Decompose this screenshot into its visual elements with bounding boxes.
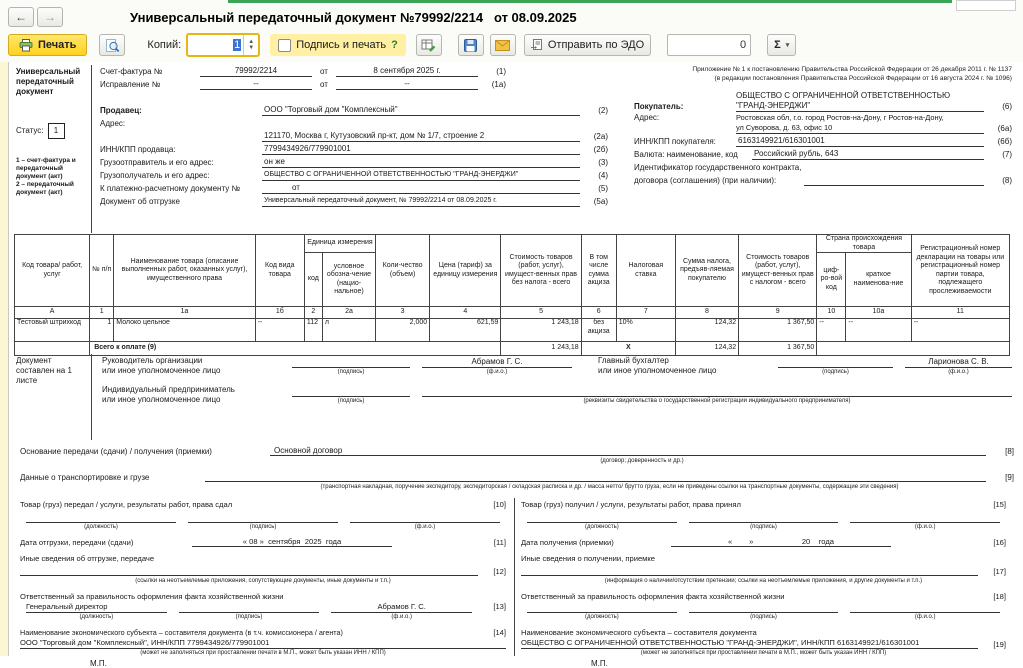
total-gross: 1 367,50 [739, 342, 817, 356]
counter-value: 0 [740, 39, 747, 51]
left-stamp-placeholder: М.П. [90, 659, 107, 668]
ship-date-value: « 08 » сентября 2025 года [192, 537, 392, 547]
receive-date-label: Дата получения (приемки) [521, 538, 614, 547]
accountant-label-line2: или иное уполномоченное лицо [598, 366, 717, 375]
invoice-number-row [100, 65, 608, 77]
left-responsible-ref: [13] [493, 602, 507, 611]
correction-date-value: -- [336, 79, 478, 90]
page-title: Универсальный передаточный документ №79992/2214 от 08.09.2025 [130, 9, 577, 25]
made-on-note: Документ составлен на 1 листе [12, 354, 92, 440]
spinner-up-icon[interactable]: ▲ [248, 39, 255, 45]
appendix-note [634, 65, 1012, 83]
correction-label: Исправление № [100, 80, 161, 89]
ip-signature-field: (подпись) [292, 386, 410, 405]
back-button[interactable]: ← [8, 7, 34, 27]
status-note-line1: 1 – счет-фактура и передаточный документ (акт) [16, 157, 76, 180]
copies-label: Копий: [147, 39, 182, 51]
header-declaration-number: Регистрационный номер декларации на товары или регистрационный номер партии товара, подлежащего прослеживаемости [911, 235, 1009, 307]
header-unit-code: код [304, 253, 322, 307]
buyer-inn-ref: (6б) [997, 137, 1012, 146]
buyer-address-label: Адрес: [634, 113, 660, 122]
header-product-type-code: Код вида товара [255, 235, 304, 307]
seller-address-value: 121170, Москва г, Кутузовский пр-кт, дом № 1/7, строение 2 [262, 131, 580, 142]
head-label-line2: или иное уполномоченное лицо [102, 366, 221, 375]
basis-ref: [8] [1005, 447, 1014, 456]
currency-ref: (7) [1002, 150, 1012, 159]
status-value-box: 1 [48, 123, 65, 139]
basis-value: Основной договор [270, 446, 986, 456]
header-country-code: циф-ро-вой код [817, 253, 846, 307]
checkbox-box[interactable] [278, 39, 291, 52]
email-button[interactable] [490, 34, 516, 56]
head-label-line1: Руководитель организации [102, 356, 203, 365]
invoice-ref: (1) [496, 67, 506, 76]
printer-icon [19, 39, 33, 52]
other-ship-ref: [12] [493, 567, 506, 576]
seller-inn-ref: (2б) [593, 145, 608, 154]
form-name: Универсальный передаточный документ [16, 67, 81, 96]
gov-contract-value [804, 176, 984, 186]
form-left-margin [0, 62, 9, 656]
window-toolbar [0, 0, 1023, 63]
shipper-value: он же [262, 157, 580, 168]
currency-value: Российский рубль, 643 [752, 149, 984, 160]
header-excise: В том числе сумма акциза [581, 235, 616, 307]
header-country-group: Страна происхождения товара [817, 235, 911, 253]
consignee-value: ОБЩЕСТВО С ОГРАНИЧЕННОЙ ОТВЕТСТВЕННОСТЬЮ "ГРАНД-ЭНЕРДЖИ" [262, 170, 580, 181]
print-form [0, 62, 1023, 668]
seller-ref: (2) [598, 106, 608, 115]
seller-inn-value: 7799434926/779901001 [262, 144, 580, 155]
right-entity-caption: (может не заполняться при проставлении печати в М.П., может быть указан ИНН / КПП) [640, 650, 887, 656]
transferor-section [14, 498, 514, 668]
sign-and-print-label: Подпись и печать [296, 39, 387, 51]
receiver-section [514, 498, 1014, 668]
transfer-basis-row [20, 444, 1014, 465]
seller-section [92, 65, 608, 233]
seller-inn-label: ИНН/КПП продавца: [100, 145, 176, 154]
buyer-name-line1: ОБЩЕСТВО С ОГРАНИЧЕННОЙ ОТВЕТСТВЕННОСТЬЮ [736, 91, 951, 100]
left-entity-value: ООО "Торговый дом "Комплексный", ИНН/КПП 7799434926/779901001 [20, 638, 506, 649]
right-entity-value: ОБЩЕСТВО С ОГРАНИЧЕННОЙ ОТВЕТСТВЕННОСТЬЮ "ГРАНД-ЭНЕРДЖИ", ИНН/КПП 6163149921/616301001 [521, 638, 978, 649]
print-label: Печать [38, 39, 77, 51]
floppy-icon [464, 39, 477, 52]
invoice-date-value: 8 сентября 2025 г. [336, 66, 478, 77]
right-responsible-ref: [18] [993, 592, 1006, 601]
copies-input[interactable] [186, 33, 260, 57]
save-button[interactable] [458, 34, 484, 56]
other-ship-label: Иные сведения об отгрузке, передаче [20, 554, 155, 563]
transport-caption: (транспортная накладная, поручение экспедитору, экспедиторская / складская расписка и др. / масса нетто/ брутто груза, если не приведены ссылки на транспортные документы, содержащие эти сведения) [320, 484, 899, 490]
receive-date-ref: [16] [993, 538, 1006, 547]
buyer-address-ref: (6а) [997, 124, 1012, 133]
invoice-number-value: 79992/2214 [200, 66, 312, 77]
table-edit-icon [421, 38, 436, 52]
right-responsible-label: Ответственный за правильность оформления факта хозяйственной жизни [521, 592, 785, 601]
header-country-name: краткое наименова-ние [846, 253, 911, 307]
currency-label: Валюта: наименование, код [634, 150, 738, 159]
table-row: Тестовый штрихкод 1 Молоко цельное -- 112 л 2,000 621,59 1 243,18 без акциза 10% 124,32 1 367,50 -- -- -- [15, 319, 1010, 342]
column-codes-row: А 1 1а 1б 2 2а 3 4 5 6 7 8 9 10 10а 11 [15, 307, 1010, 319]
header-product-code: Код товара/ работ, услуг [15, 235, 90, 307]
buyer-name-line2: "ГРАНД-ЭНЕРДЖИ" [736, 101, 811, 110]
counter-field[interactable] [667, 34, 751, 56]
buyer-inn-value: 6163149921/616301001 [736, 136, 984, 147]
basis-caption: (договор; доверенность и др.) [600, 458, 684, 464]
active-tab-indicator [228, 0, 952, 3]
buyer-inn-label: ИНН/КПП покупателя: [634, 137, 716, 146]
head-signature-field: (подпись) [292, 357, 410, 376]
scrollbar-top-box[interactable] [956, 0, 1016, 11]
status-note [16, 157, 87, 197]
consignee-label: Грузополучатель и его адрес: [100, 171, 210, 180]
transport-ref: [9] [1005, 473, 1014, 482]
payment-doc-value: от [262, 183, 580, 194]
consignee-ref: (4) [598, 171, 608, 180]
header-unit-symbol: условное обозна-чение (нацио-нальное) [322, 253, 375, 307]
buyer-ref: (6) [1002, 102, 1012, 111]
items-table [14, 234, 1010, 356]
appendix-line1: Приложение № 1 к постановлению Правительства Российской Федерации от 26 декабря 2011 г. № 1137 [692, 66, 1012, 73]
header-quantity: Коли-чество (объем) [376, 235, 430, 307]
buyer-address-line1: Ростовская обл, г.о. город Ростов-на-Дону, г Ростов-на-Дону, [736, 113, 944, 122]
buyer-section [608, 65, 1012, 233]
total-label: Всего к оплате (9) [90, 342, 501, 356]
magnifier-icon [105, 38, 120, 53]
appendix-line2: (в редакции постановления Правительства Российской Федерации от 16 августа 2024 г. № 1096) [714, 75, 1012, 82]
preview-button[interactable] [99, 34, 125, 56]
accountant-signature-field: (подпись) [778, 357, 893, 376]
total-x: X [581, 342, 675, 356]
ot-label: от [320, 67, 328, 76]
seller-address-label: Адрес: [100, 119, 126, 128]
sign-and-print-checkbox[interactable] [270, 34, 406, 56]
form-header [12, 65, 1012, 233]
handed-title: Товар (груз) передал / услуги, результаты работ, права сдал [20, 500, 233, 509]
transport-row [20, 470, 1014, 491]
seller-address-ref: (2а) [593, 132, 608, 141]
header-amount-net: Стоимость товаров (работ, услуг), имущест-венных прав без налога - всего [501, 235, 581, 307]
head-name-field: Абрамов Г. С. (ф.и.о.) [422, 357, 572, 376]
other-receive-caption: (информация о наличии/отсутствии претензии; ссылки на неотъемлемые приложения, и другие документы и т.п.) [604, 578, 923, 584]
header-product-name: Наименование товара (описание выполненных работ, оказанных услуг), имущественного права [114, 235, 255, 307]
other-ship-caption: (ссылки на неотъемлемые приложения, сопутствующие документы, иные документы и т.п.) [135, 578, 391, 584]
ship-date-label: Дата отгрузки, передачи (сдачи) [20, 538, 134, 547]
correction-ref: (1а) [491, 80, 506, 89]
edo-document-icon [531, 39, 543, 51]
sum-button[interactable] [767, 34, 796, 56]
total-vat: 124,32 [675, 342, 738, 356]
shipping-doc-label: Документ об отгрузке [100, 197, 180, 206]
bottom-sections [14, 498, 1014, 668]
gov-contract-label1: Идентификатор государственного контракта, [634, 163, 802, 172]
left-entity-ref: [14] [493, 628, 506, 637]
shipping-doc-value: Универсальный передаточный документ, № 79992/2214 от 08.09.2025 г. [262, 196, 580, 207]
other-receive-label: Иные сведения о получении, приемке [521, 554, 656, 563]
other-ship-value [20, 566, 478, 576]
status-label: Статус: [16, 126, 44, 135]
right-entity-label: Наименование экономического субъекта – составителя документа [521, 628, 757, 637]
print-button[interactable] [8, 34, 87, 56]
gov-contract-label2: договора (соглашения) (при наличии): [634, 176, 777, 185]
accountant-label-line1: Главный бухгалтер [598, 356, 669, 365]
right-entity-ref: [19] [993, 640, 1006, 649]
ot-label2: от [320, 80, 328, 89]
handed-signature-fields: (должность) (подпись) (ф.и.о.) [20, 512, 506, 531]
buyer-label: Покупатель: [634, 102, 684, 111]
other-receive-value [521, 566, 978, 576]
payment-doc-label: К платежно-расчетному документу № [100, 184, 241, 193]
ship-date-ref: [11] [493, 538, 506, 547]
spinner-down-icon[interactable]: ▼ [248, 45, 255, 51]
send-edo-button[interactable] [524, 34, 651, 56]
basis-label: Основание передачи (сдачи) / получения (приемки) [20, 447, 212, 456]
left-entity-caption: (может не заполняться при проставлении печати в М.П., может быть указан ИНН / КПП) [140, 650, 386, 656]
help-icon[interactable]: ? [391, 39, 398, 51]
seller-label: Продавец: [100, 106, 142, 115]
buyer-address-line2: ул Суворова, д. 63, офис 10 [736, 123, 833, 132]
ip-certificate-field: (реквизиты свидетельства о государственной регистрации индивидуального предпринимателя) [422, 386, 1012, 405]
transport-value [205, 472, 986, 482]
copies-value: 1 [234, 39, 241, 51]
shipper-label: Грузоотправитель и его адрес: [100, 158, 214, 167]
left-responsible-fields: Генеральный директор (должность) (подпись) Абрамов Г. С. (ф.и.о.) [13] [26, 602, 507, 620]
shipper-ref: (3) [598, 158, 608, 167]
correction-number-value: -- [200, 79, 312, 90]
accountant-name-field: Ларионова С. В. (ф.и.о.) [905, 357, 1012, 376]
payment-doc-ref: (5) [598, 184, 608, 193]
other-receive-ref: [17] [993, 567, 1006, 576]
status-note-line2: 2 – передаточный документ (акт) [16, 181, 74, 196]
total-net: 1 243,18 [501, 342, 581, 356]
form-name-column [12, 65, 92, 233]
header-amount-gross: Стоимость товаров (работ, услуг), имущест-венных прав с налогом - всего [739, 235, 817, 307]
left-entity-label: Наименование экономического субъекта – составителя документа (в т.ч. комиссионера / агента) [20, 628, 343, 637]
shipping-doc-ref: (5а) [593, 197, 608, 206]
seller-name: ООО "Торговый дом "Комплексный" [262, 105, 580, 116]
edit-form-button[interactable] [416, 34, 442, 56]
received-title: Товар (груз) получил / услуги, результаты работ, права принял [521, 500, 741, 509]
chevron-down-icon: ▾ [785, 42, 790, 49]
receive-date-value: « » 20 года [671, 537, 891, 547]
send-edo-label: Отправить по ЭДО [547, 39, 645, 51]
ip-label-line1: Индивидуальный предприниматель [102, 385, 235, 394]
invoice-number-label: Счет-фактура № [100, 67, 163, 76]
gov-contract-ref: (8) [1002, 176, 1012, 185]
ip-label-line2: или иное уполномоченное лицо [102, 395, 221, 404]
received-ref: [15] [993, 500, 1006, 509]
right-stamp-placeholder: М.П. [591, 659, 608, 668]
received-signature-fields: (должность) (подпись) (ф.и.о.) [521, 512, 1006, 531]
forward-button[interactable]: → [37, 7, 63, 27]
correction-row [100, 78, 608, 90]
header-tax-rate: Налоговая ставка [616, 235, 675, 307]
header-unit-group: Единица измерения [304, 235, 375, 253]
envelope-icon [495, 40, 510, 51]
signatures-block [12, 354, 1012, 440]
handed-ref: [10] [493, 500, 506, 509]
left-responsible-label: Ответственный за правильность оформления факта хозяйственной жизни [20, 592, 284, 601]
right-responsible-fields: (должность) (подпись) (ф.и.о.) [521, 602, 1006, 621]
header-line-no: № п/п [90, 235, 114, 307]
header-price: Цена (тариф) за единицу измерения [430, 235, 501, 307]
header-tax-amount: Сумма налога, предъяв-ляемая покупателю [675, 235, 738, 307]
sigma-label: Σ [774, 39, 781, 51]
transport-label: Данные о транспортировке и грузе [20, 473, 150, 482]
copies-spinner[interactable] [243, 35, 258, 55]
